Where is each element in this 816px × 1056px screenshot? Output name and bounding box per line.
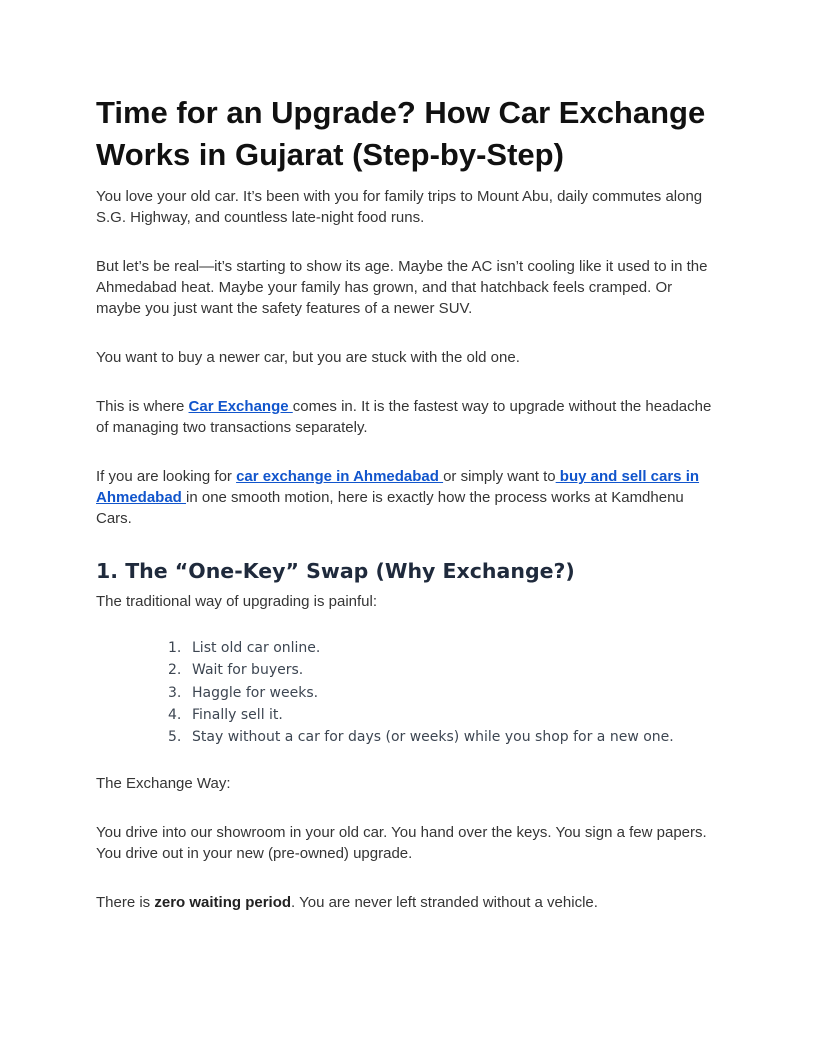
car-exchange-ahmedabad-link[interactable]: car exchange in Ahmedabad	[236, 468, 444, 485]
text-segment: comes in. It is the fastest way to upgrade without the headache of managing two transactions separately.	[96, 398, 712, 436]
text-segment: in one smooth motion, here is exactly how the process works at Kamdhenu Cars.	[96, 489, 684, 527]
exchange-way-description: You drive into our showroom in your old car. You hand over the keys. You sign a few papers. You drive out in your new (pre-owned) upgrade.	[96, 824, 707, 863]
traditional-steps-list	[96, 637, 720, 748]
list-number: 4.	[168, 706, 182, 723]
list-item-text: Wait for buyers.	[192, 662, 304, 679]
text-segment: . You are never left stranded without a vehicle.	[291, 894, 598, 912]
section-heading: 1. The “One-Key” Swap (Why Exchange?)	[96, 559, 575, 583]
list-number: 1.	[168, 640, 182, 656]
list-item-text: List old car online.	[192, 640, 321, 656]
list-item	[168, 704, 720, 726]
list-item-text: Stay without a car for days (or weeks) while you shop for a new one.	[192, 729, 674, 746]
document-page	[96, 92, 720, 913]
list-number: 3.	[168, 684, 182, 701]
exchange-way-label: The Exchange Way:	[96, 775, 231, 793]
list-item-text: Finally sell it.	[192, 706, 283, 723]
age-paragraph: But let’s be real—it’s starting to show its age. Maybe the AC isn’t cooling like it used to in the Ahmedabad heat. Maybe your family has grown, and that hatchback feels cramped. Or maybe you just want the safety features of a newer SUV.	[96, 258, 708, 317]
buy-sell-cars-link[interactable]: buy and sell cars in Ahmedabad	[96, 468, 700, 506]
page-title: Time for an Upgrade? How Car Exchange Works in Gujarat (Step-by-Step)	[96, 95, 706, 172]
list-item-text: Haggle for weeks.	[192, 684, 319, 701]
stuck-paragraph: You want to buy a newer car, but you are stuck with the old one.	[96, 349, 520, 366]
car-exchange-paragraph	[96, 396, 720, 438]
text-segment: If you are looking for	[96, 468, 237, 485]
list-item	[168, 637, 720, 659]
traditional-intro: The traditional way of upgrading is painful:	[96, 593, 378, 610]
text-segment: There is	[96, 894, 155, 912]
text-segment: or simply want to	[443, 468, 556, 485]
list-number: 5.	[168, 729, 182, 746]
car-exchange-link[interactable]: Car Exchange	[188, 398, 293, 415]
list-item	[168, 659, 720, 681]
list-item	[168, 682, 720, 704]
list-item	[168, 726, 720, 748]
zero-waiting-paragraph	[96, 892, 720, 913]
intro-paragraph: You love your old car. It’s been with you for family trips to Mount Abu, daily commutes along S.G. Highway, and countless late-night food runs.	[96, 188, 703, 226]
list-number: 2.	[168, 662, 182, 679]
emphasis-text: zero waiting period	[154, 894, 292, 912]
text-segment: This is where	[96, 398, 189, 415]
ahmedabad-paragraph	[96, 466, 720, 529]
